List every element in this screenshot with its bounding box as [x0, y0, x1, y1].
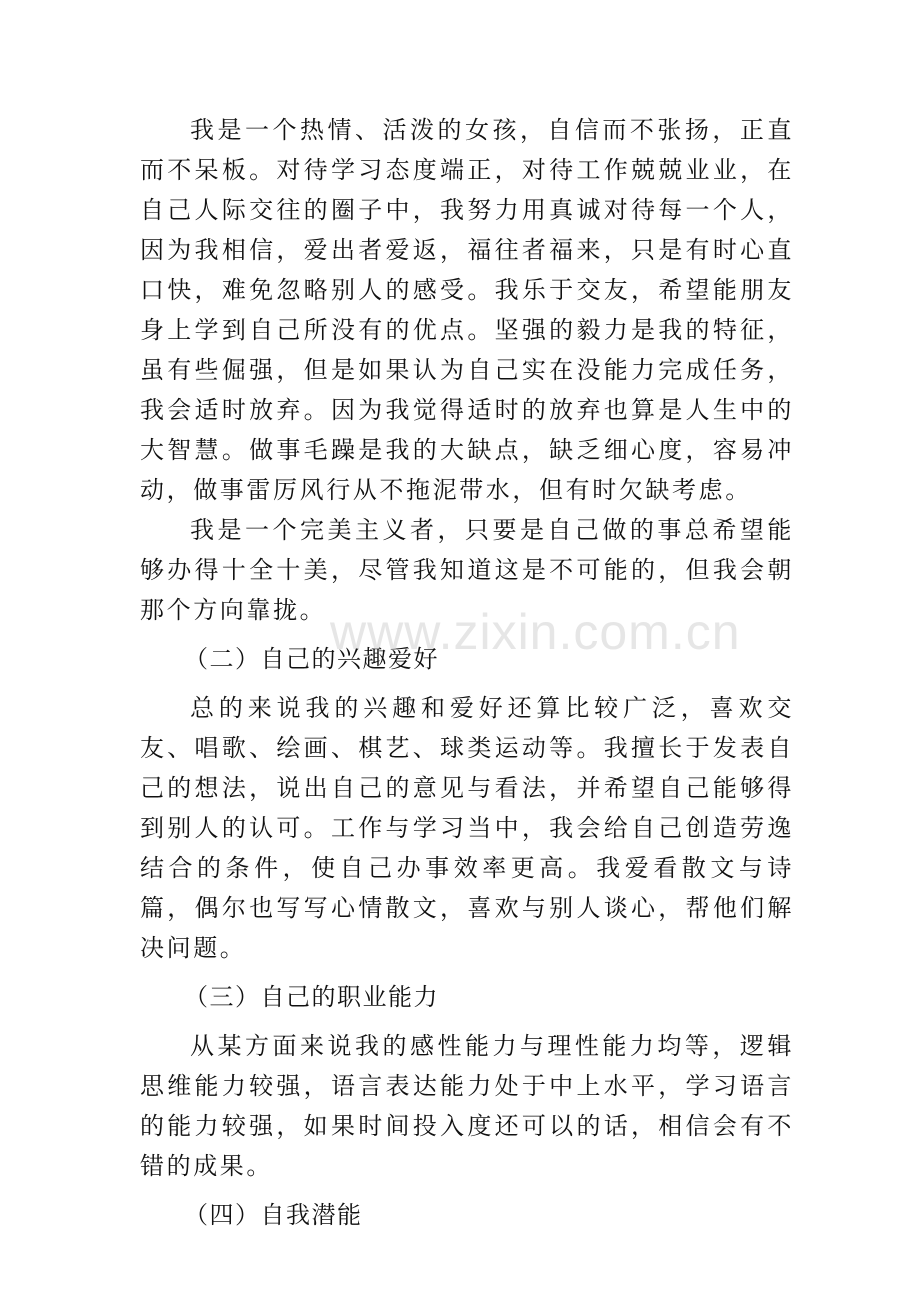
document-body	[140, 110, 794, 1244]
paragraph-perfectionist: 我是一个完美主义者，只要是自己做的事总希望能够办得十全十美，尽管我知道这是不可能的，但我会朝那个方向靠拢。	[140, 516, 794, 624]
heading-career-abilities: （三）自己的职业能力	[184, 983, 439, 1011]
paragraph-career-abilities: 从某方面来说我的感性能力与理性能力均等，逻辑思维能力较强，语言表达能力处于中上水平，学习语言的能力较强，如果时间投入度还可以的话，相信会有不错的成果。	[140, 1032, 794, 1180]
watermark-text: www.zixin.com.cn	[330, 604, 741, 660]
heading-interests: （二）自己的兴趣爱好	[184, 645, 439, 673]
paragraph-interests: 总的来说我的兴趣和爱好还算比较广泛，喜欢交友、唱歌、绘画、棋艺、球类运动等。我擅长于发表自己的想法，说出自己的意见与看法，并希望自己能够得到别人的认可。工作与学习当中，我会给自己创造劳逸结合的条件，使自己办事效率更高。我爱看散文与诗篇，偶尔也写写心情散文，喜欢与别人谈心，帮他们解决问题。	[140, 694, 794, 962]
paragraph-personality: 我是一个热情、活泼的女孩，自信而不张扬，正直而不呆板。对待学习态度端正，对待工作兢兢业业，在自己人际交往的圈子中，我努力用真诚对待每一个人，因为我相信，爱出者爱返，福往者福来，只是有时心直口快，难免忽略别人的感受。我乐于交友，希望能朋友身上学到自己所没有的优点。坚强的毅力是我的特征，虽有些倔强，但是如果认为自己实在没能力完成任务，我会适时放弃。因为我觉得适时的放弃也算是人生中的大智慧。做事毛躁是我的大缺点，缺乏细心度，容易冲动，做事雷厉风行从不拖泥带水，但有时欠缺考虑。	[140, 116, 794, 504]
heading-potential: （四）自我潜能	[184, 1201, 363, 1229]
